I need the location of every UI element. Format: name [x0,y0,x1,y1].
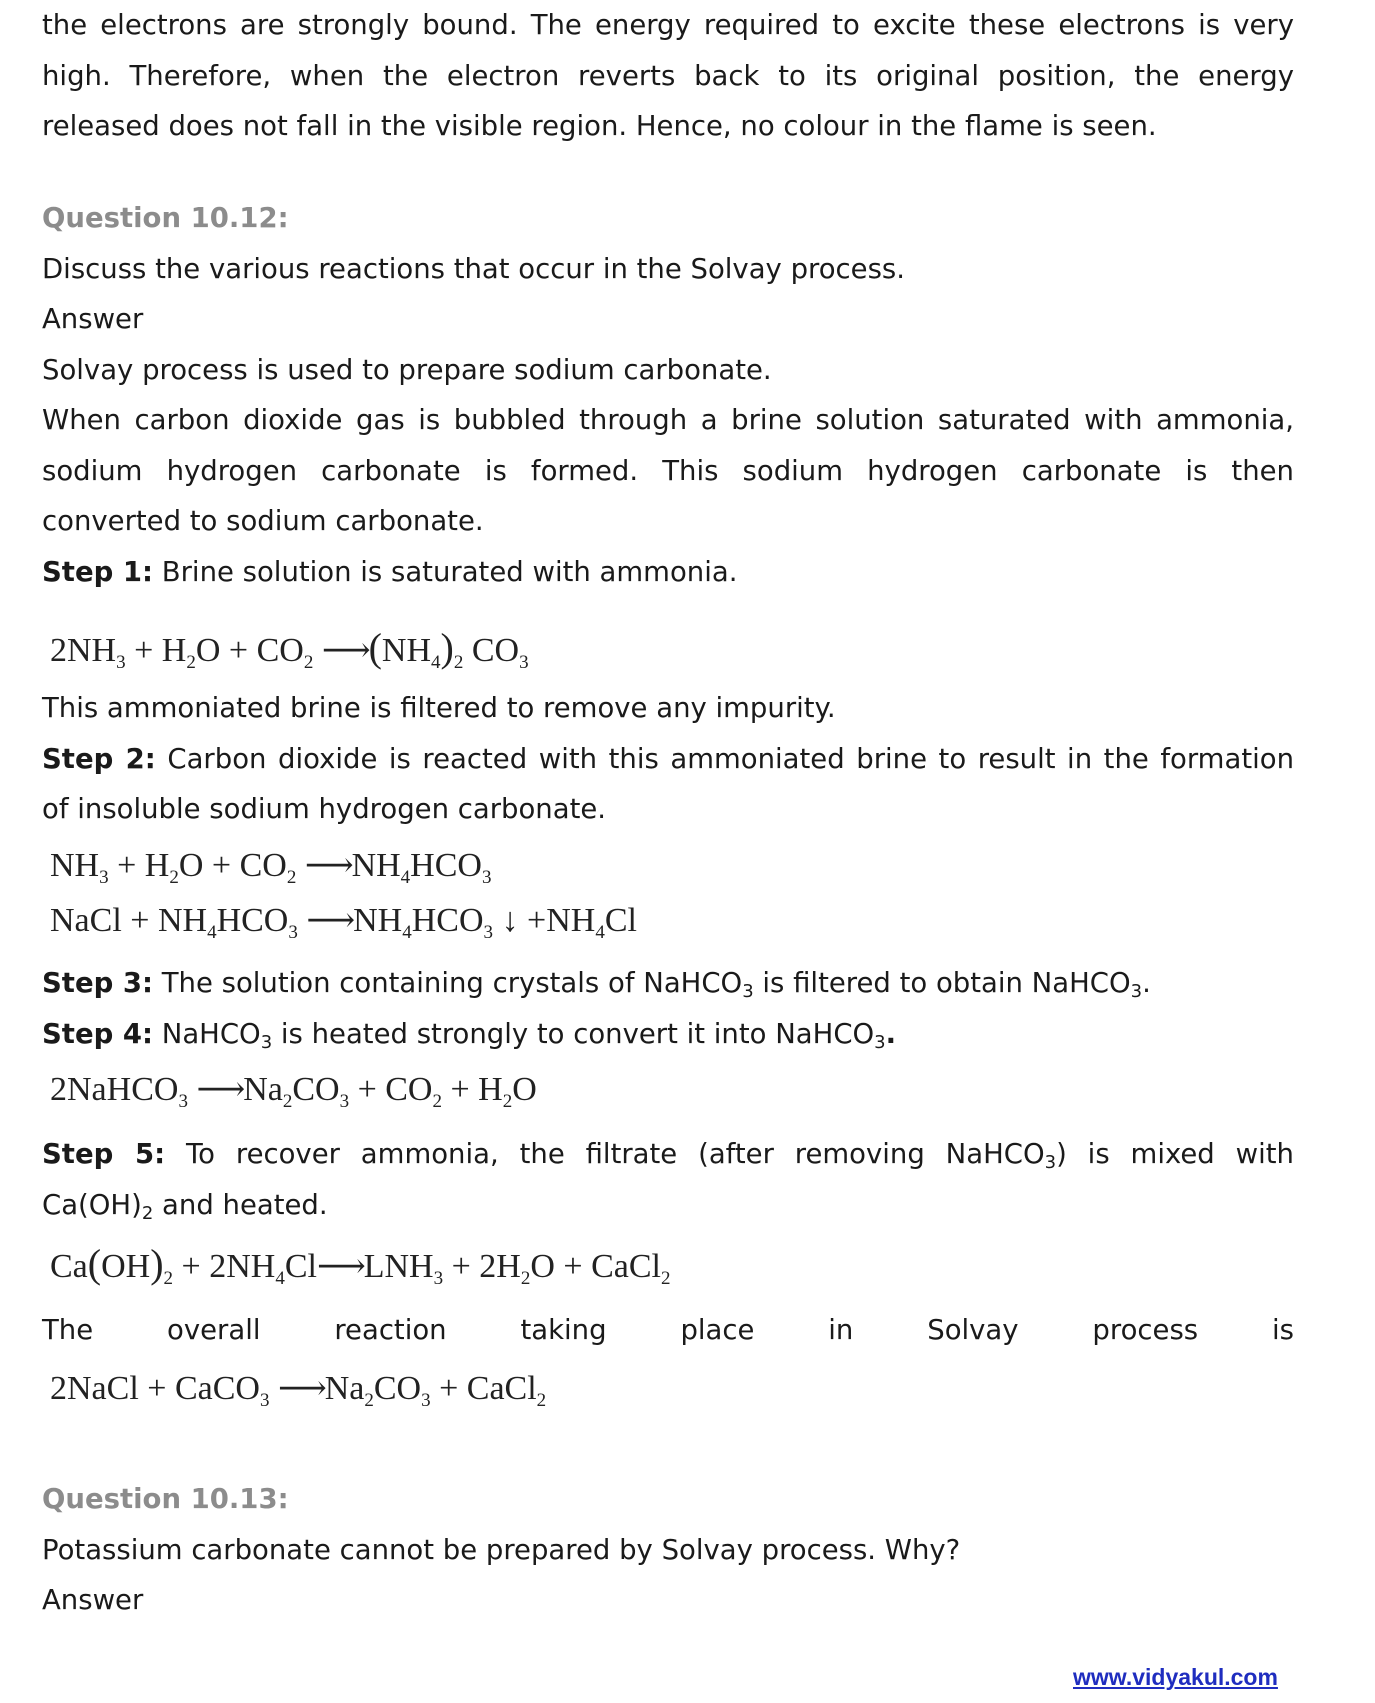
step-1-text: Brine solution is saturated with ammonia. [161,555,738,588]
overall-word: taking [520,1314,607,1346]
overall-word: is [1271,1314,1294,1346]
intro-line-2: high. Therefore, when the electron reverts back to its original position, the energy [42,59,1294,92]
step-5-text-c: Ca(OH) [42,1188,142,1221]
step-5-label: Step 5: [42,1138,166,1170]
overall-word: The [42,1314,94,1346]
step-4-text-c: . [885,1017,897,1050]
step-5-text-d: and heated. [153,1188,328,1221]
step-4-text-a: NaHCO [161,1017,261,1050]
question-10-12 [42,193,1294,597]
overall-reaction-sentence [42,1305,1294,1356]
step-2-line-1 [42,734,1294,785]
answer-paragraph-2-line-3: converted to sodium carbonate. [42,505,484,537]
question-heading: Question 10.12: [42,202,289,234]
overall-word: overall [167,1314,261,1346]
step-5-text-a: To recover ammonia, the filtrate (after removing NaHCO [186,1138,1045,1170]
equation-step-1: $2NH_3 + H_2O + CO_2$ $⟶(NH_4)_2$ $CO_3$ [50,625,529,673]
equation-overall: 2NaCl + CaCO$_3$ $⟶Na_2CO_3$ + CaCl$_2$ [50,1370,547,1411]
overall-word: process [1092,1314,1199,1346]
question-10-13 [42,1474,1294,1626]
step-3-text-a: The solution containing crystals of NaHCO [161,967,743,999]
answer-paragraph-1: Solvay process is used to prepare sodium carbonate. [42,353,772,386]
answer-label: Answer [42,303,144,335]
step-5-line-2: $Ca(OH)_2$ and heated. [42,1188,328,1224]
step-2-line-2: of insoluble sodium hydrogen carbonate. [42,793,607,825]
step-4: Step 4: NaHCO$_3$ is heated strongly to convert it into NaHCO$_3$. [42,1017,897,1053]
step-5-block [42,1129,1294,1230]
answer-paragraph-2-line-1: When carbon dioxide gas is bubbled through a brine solution saturated with ammonia, [42,404,1294,436]
equation-step-2b: NaCl + $NH_4HCO_3$ $⟶NH_4HCO_3$ ↓ $+NH_4Cl$ [50,902,637,943]
footer-website-link[interactable]: www.vidyakul.com [1073,1664,1278,1690]
overall-word: Solvay [927,1314,1019,1346]
equation-step-2a: $NH_3 + H_2O + CO_2$ $⟶NH_4HCO_3$ [50,847,492,888]
answer-paragraph-2-line-2: sodium hydrogen carbonate is formed. This sodium hydrogen carbonate is then [42,454,1294,487]
step-2-text: Carbon dioxide is reacted with this ammoniated brine to result in the formation [167,742,1294,775]
overall-word: place [680,1314,755,1346]
question-text: Potassium carbonate cannot be prepared by Solvay process. Why? [42,1533,961,1566]
step-3: Step 3: The solution containing crystals of NaHCO$_3$ is filtered to obtain NaHCO$_3$. [42,967,1151,1002]
step-2-label: Step 2: [42,742,156,775]
overall-word: reaction [334,1314,447,1346]
intro-line-1: the electrons are strongly bound. The energy required to excite these electrons is very [42,9,1294,41]
step-4-text-b: is heated strongly to convert it into NaHCO [272,1017,875,1050]
filter-note: This ammoniated brine is filtered to remove any impurity. [42,692,836,724]
step-3-label: Step 3: [42,967,153,999]
step-5-line-1: Step 5: To recover ammonia, the filtrate (after removing NaHCO$_3$) is mixed with [42,1138,1294,1173]
step-5-text-b: ) is mixed with [1056,1138,1294,1170]
answer-label: Answer [42,1584,144,1616]
question-text: Discuss the various reactions that occur in the Solvay process. [42,252,905,285]
step-1-label: Step 1: [42,555,153,588]
overall-word: in [828,1314,854,1346]
intro-paragraph [42,0,1294,152]
step-4-label: Step 4: [42,1017,153,1050]
step-3-text-b: is filtered to obtain NaHCO [753,967,1131,999]
question-heading: Question 10.13: [42,1483,289,1515]
equation-step-5: $Ca(OH)_2$ + $2NH_4Cl⟶LNH_3 + 2H_2O$ + CaCl$_2$ [50,1241,671,1289]
step-1 [42,547,1294,598]
intro-line-3: released does not fall in the visible region. Hence, no colour in the flame is seen. [42,110,1157,142]
step-3-text-c: . [1142,967,1151,999]
step-2-block [42,683,1294,835]
steps-3-4 [42,958,1294,1059]
equation-step-4: 2NaHCO$_3$ $⟶Na_2CO_3 + CO_2 + H_2O$ [50,1071,537,1112]
